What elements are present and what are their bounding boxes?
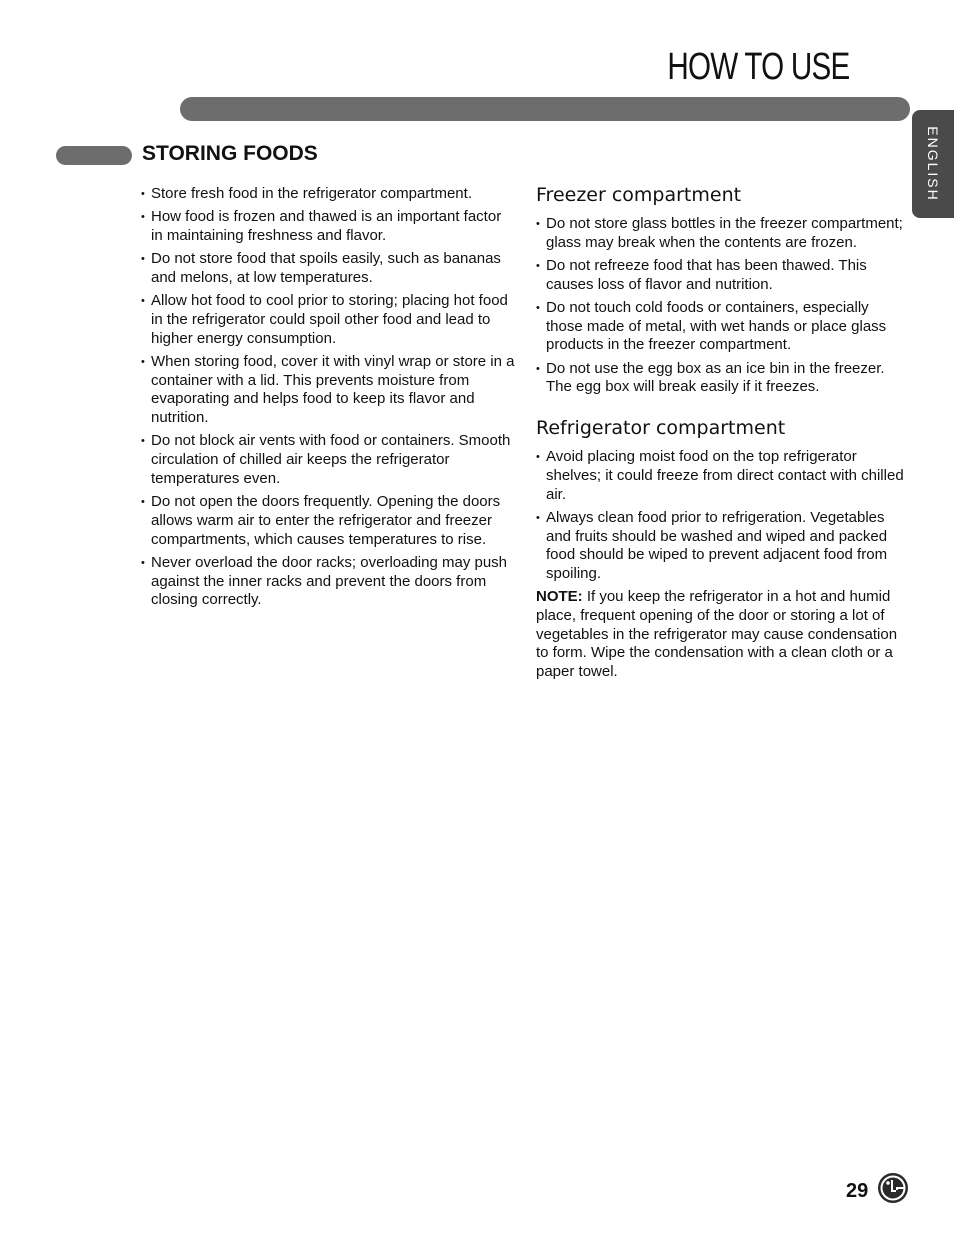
list-item: • Do not store food that spoils easily, such as bananas and melons, at low temperatures. [141,250,516,287]
note-text: If you keep the refrigerator in a hot and humid place, frequent opening of the door or storing a lot of vegetables in the refrigerator may cause condensation to form. Wipe the condensation with a clean cloth or a paper towel. [536,588,898,681]
list-item: • Do not touch cold foods or containers, especially those made of metal, with wet hands or place glass products in the freezer compartment. [536,299,908,355]
list-item: • Do not store glass bottles in the freezer compartment; glass may break when the contents are frozen. [536,215,908,252]
list-item: • Do not block air vents with food or containers. Smooth circulation of chilled air keeps the refrigerator temperatures even. [141,432,516,488]
list-item: • Store fresh food in the refrigerator compartment. [141,185,516,204]
refrigerator-list [536,448,908,584]
section-title: STORING FOODS [142,142,318,165]
list-item: • Allow hot food to cool prior to storing; placing hot food in the refrigerator could spoil other food and lead to higher energy consumption. [141,292,516,348]
refrigerator-heading: Refrigerator compartment [536,417,786,440]
language-tab[interactable] [912,110,954,218]
list-item: • Never overload the door racks; overloading may push against the inner racks and prevent the doors from closing correctly. [141,554,516,610]
left-column [141,185,516,615]
storing-tips-list [141,185,516,610]
lg-logo-icon [877,1172,909,1204]
list-item: • How food is frozen and thawed is an important factor in maintaining freshness and flavor. [141,208,516,245]
right-column [536,184,908,682]
page-number: 29 [846,1180,869,1202]
note-paragraph [536,588,908,682]
list-item: • Do not use the egg box as an ice bin in the freezer. The egg box will break easily if it freezes. [536,360,908,397]
list-item: • Avoid placing moist food on the top refrigerator shelves; it could freeze from direct contact with chilled air. [536,448,908,504]
list-item: • Do not open the doors frequently. Opening the doors allows warm air to enter the refrigerator and freezer compartments, which causes temperatures to rise. [141,493,516,549]
page-title: HOW TO USE [667,46,850,88]
language-tab-label: ENGLISH [925,126,941,202]
note-label: NOTE: [536,588,583,606]
header-bar [180,97,910,121]
list-item: • When storing food, cover it with vinyl wrap or store in a container with a lid. This prevents moisture from evaporating and helps food to keep its flavor and nutrition. [141,353,516,428]
section-marker [56,146,132,165]
list-item: • Do not refreeze food that has been thawed. This causes loss of flavor and nutrition. [536,257,908,294]
list-item: • Always clean food prior to refrigeration. Vegetables and fruits should be washed and wiped and packed food should be wiped to prevent adjacent food from spoiling. [536,509,908,584]
freezer-list [536,215,908,397]
freezer-heading: Freezer compartment [536,184,742,206]
